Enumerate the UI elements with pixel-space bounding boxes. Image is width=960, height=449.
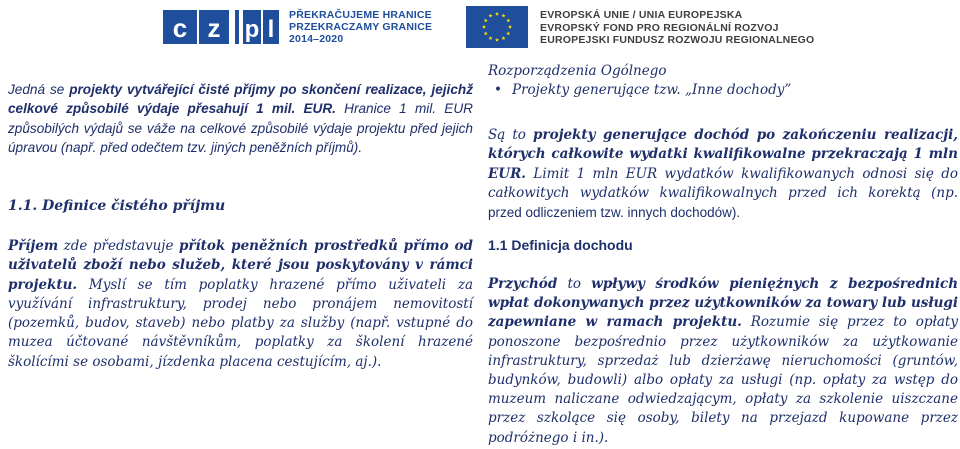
eu-flag-icon — [466, 6, 530, 48]
pl-intro-emphasis: projekty generujące dochód po zakończeniu realizacji, których całkowite wydatki kwalifikowalne przekraczają 1 mln EUR. — [488, 127, 958, 182]
pl-def-text-1: to — [557, 276, 592, 292]
cz-def-text-2: Myslí se tím poplatky hrazené přímo uživateli za využívání infrastruktury, prodej nebo pronájem nemovitostí (pozemků, budov, staveb) nebo platby za služby (např. vstupné do muzea účtované návštěvníkům, poplatky za školení hrazené školícími se osobami, jízdenka placena cestujícím, aj.). — [8, 276, 473, 370]
pl-intro-paragraph — [488, 126, 958, 223]
pl-bullet-item: • Projekty generujące tzw. „Inne dochody” — [488, 81, 958, 100]
eu-logo-line-2: EVROPSKÝ FOND PRO REGIONÁLNÍ ROZVOJ — [540, 21, 779, 34]
svg-text:c: c — [172, 13, 188, 43]
pl-intro-text-1: Są to — [488, 127, 534, 143]
cz-pl-logo-text — [289, 9, 432, 45]
cz-definition-paragraph — [8, 237, 473, 372]
pl-definition-paragraph — [488, 275, 958, 448]
svg-text:p: p — [244, 16, 260, 43]
pl-bullet-list — [488, 81, 958, 100]
svg-text:l: l — [267, 16, 275, 43]
cz-term: Příjem — [8, 238, 59, 254]
pl-section-heading: 1.1 Definicja dochodu — [488, 237, 633, 253]
cz-logo-line-1: PŘEKRAČUJEME HRANICE — [289, 9, 432, 21]
cz-intro-emphasis: projekty vytvářející čisté příjmy po skončení realizace, jejichž celkové způsobilé výdaje přesahují 1 mil. EUR. — [8, 82, 473, 117]
pl-intro-text-3: przed odliczeniem tzw. innych dochodów). — [488, 205, 741, 221]
cz-logo-line-2: PRZEKRACZAMY GRANICE — [289, 21, 433, 33]
cz-intro-text-2: Hranice 1 mil. EUR způsobilých výdajů se váže na celkové způsobilé výdaje projektu před jejich úpravou (např. před odečtem tzv. jiných peněžních příjmů). — [8, 101, 473, 155]
pl-def-text-2: Rozumie się przez to opłaty ponoszone bezpośrednio przez użytkowników za użytkowanie infrastruktury, sprzedaż lub dzierżawę nieruchomości (gruntów, budynków, budowli) albo opłaty za usługi (np. opłaty za wstęp do muzeum naliczane odwiedzającym, opłaty za szkolenie uiszczane przez szkolące się osoby, bilety na przejazd kupowane przez podróżnego i in.). — [488, 314, 958, 446]
cz-logo-years: 2014–2020 — [289, 33, 344, 45]
pl-def-emphasis: wpływy środków pieniężnych z bezpośrednich wpłat dokonywanych przez użytkowników za towary lub usługi zapewniane w ramach projektu. — [488, 276, 959, 331]
pl-intro-text-2: Limit 1 mln EUR wydatków kwalifikowanych odnosi się do całkowitych wydatków kwalifikowalnych przed ich korektą (np. — [488, 165, 958, 201]
eu-logo-text — [540, 9, 814, 47]
eu-logo-line-1: EVROPSKÁ UNIE / UNIA EUROPEJSKA — [540, 9, 743, 21]
cz-def-text-1: zde představuje — [58, 238, 179, 254]
eu-logo — [466, 6, 816, 48]
cz-intro-paragraph — [8, 80, 473, 157]
pl-regulation-line: Rozporządzenia Ogólnego — [488, 63, 667, 79]
cz-pl-programme-logo — [163, 6, 433, 48]
cz-section-heading: 1.1. Definice čistého příjmu — [8, 198, 226, 214]
cz-pl-logo-icon — [163, 6, 283, 48]
svg-text:z: z — [207, 13, 221, 43]
cz-intro-text-1: Jedná se — [8, 82, 70, 97]
cz-def-emphasis: přítok peněžních prostředků přímo od uživatelů zboží nebo služeb, které jsou poskytovány v rámci projektu. — [8, 238, 473, 293]
eu-logo-line-3: EUROPEJSKI FUNDUSZ ROZWOJU REGIONALNEGO — [540, 34, 815, 46]
pl-term: Przychód — [488, 276, 558, 292]
